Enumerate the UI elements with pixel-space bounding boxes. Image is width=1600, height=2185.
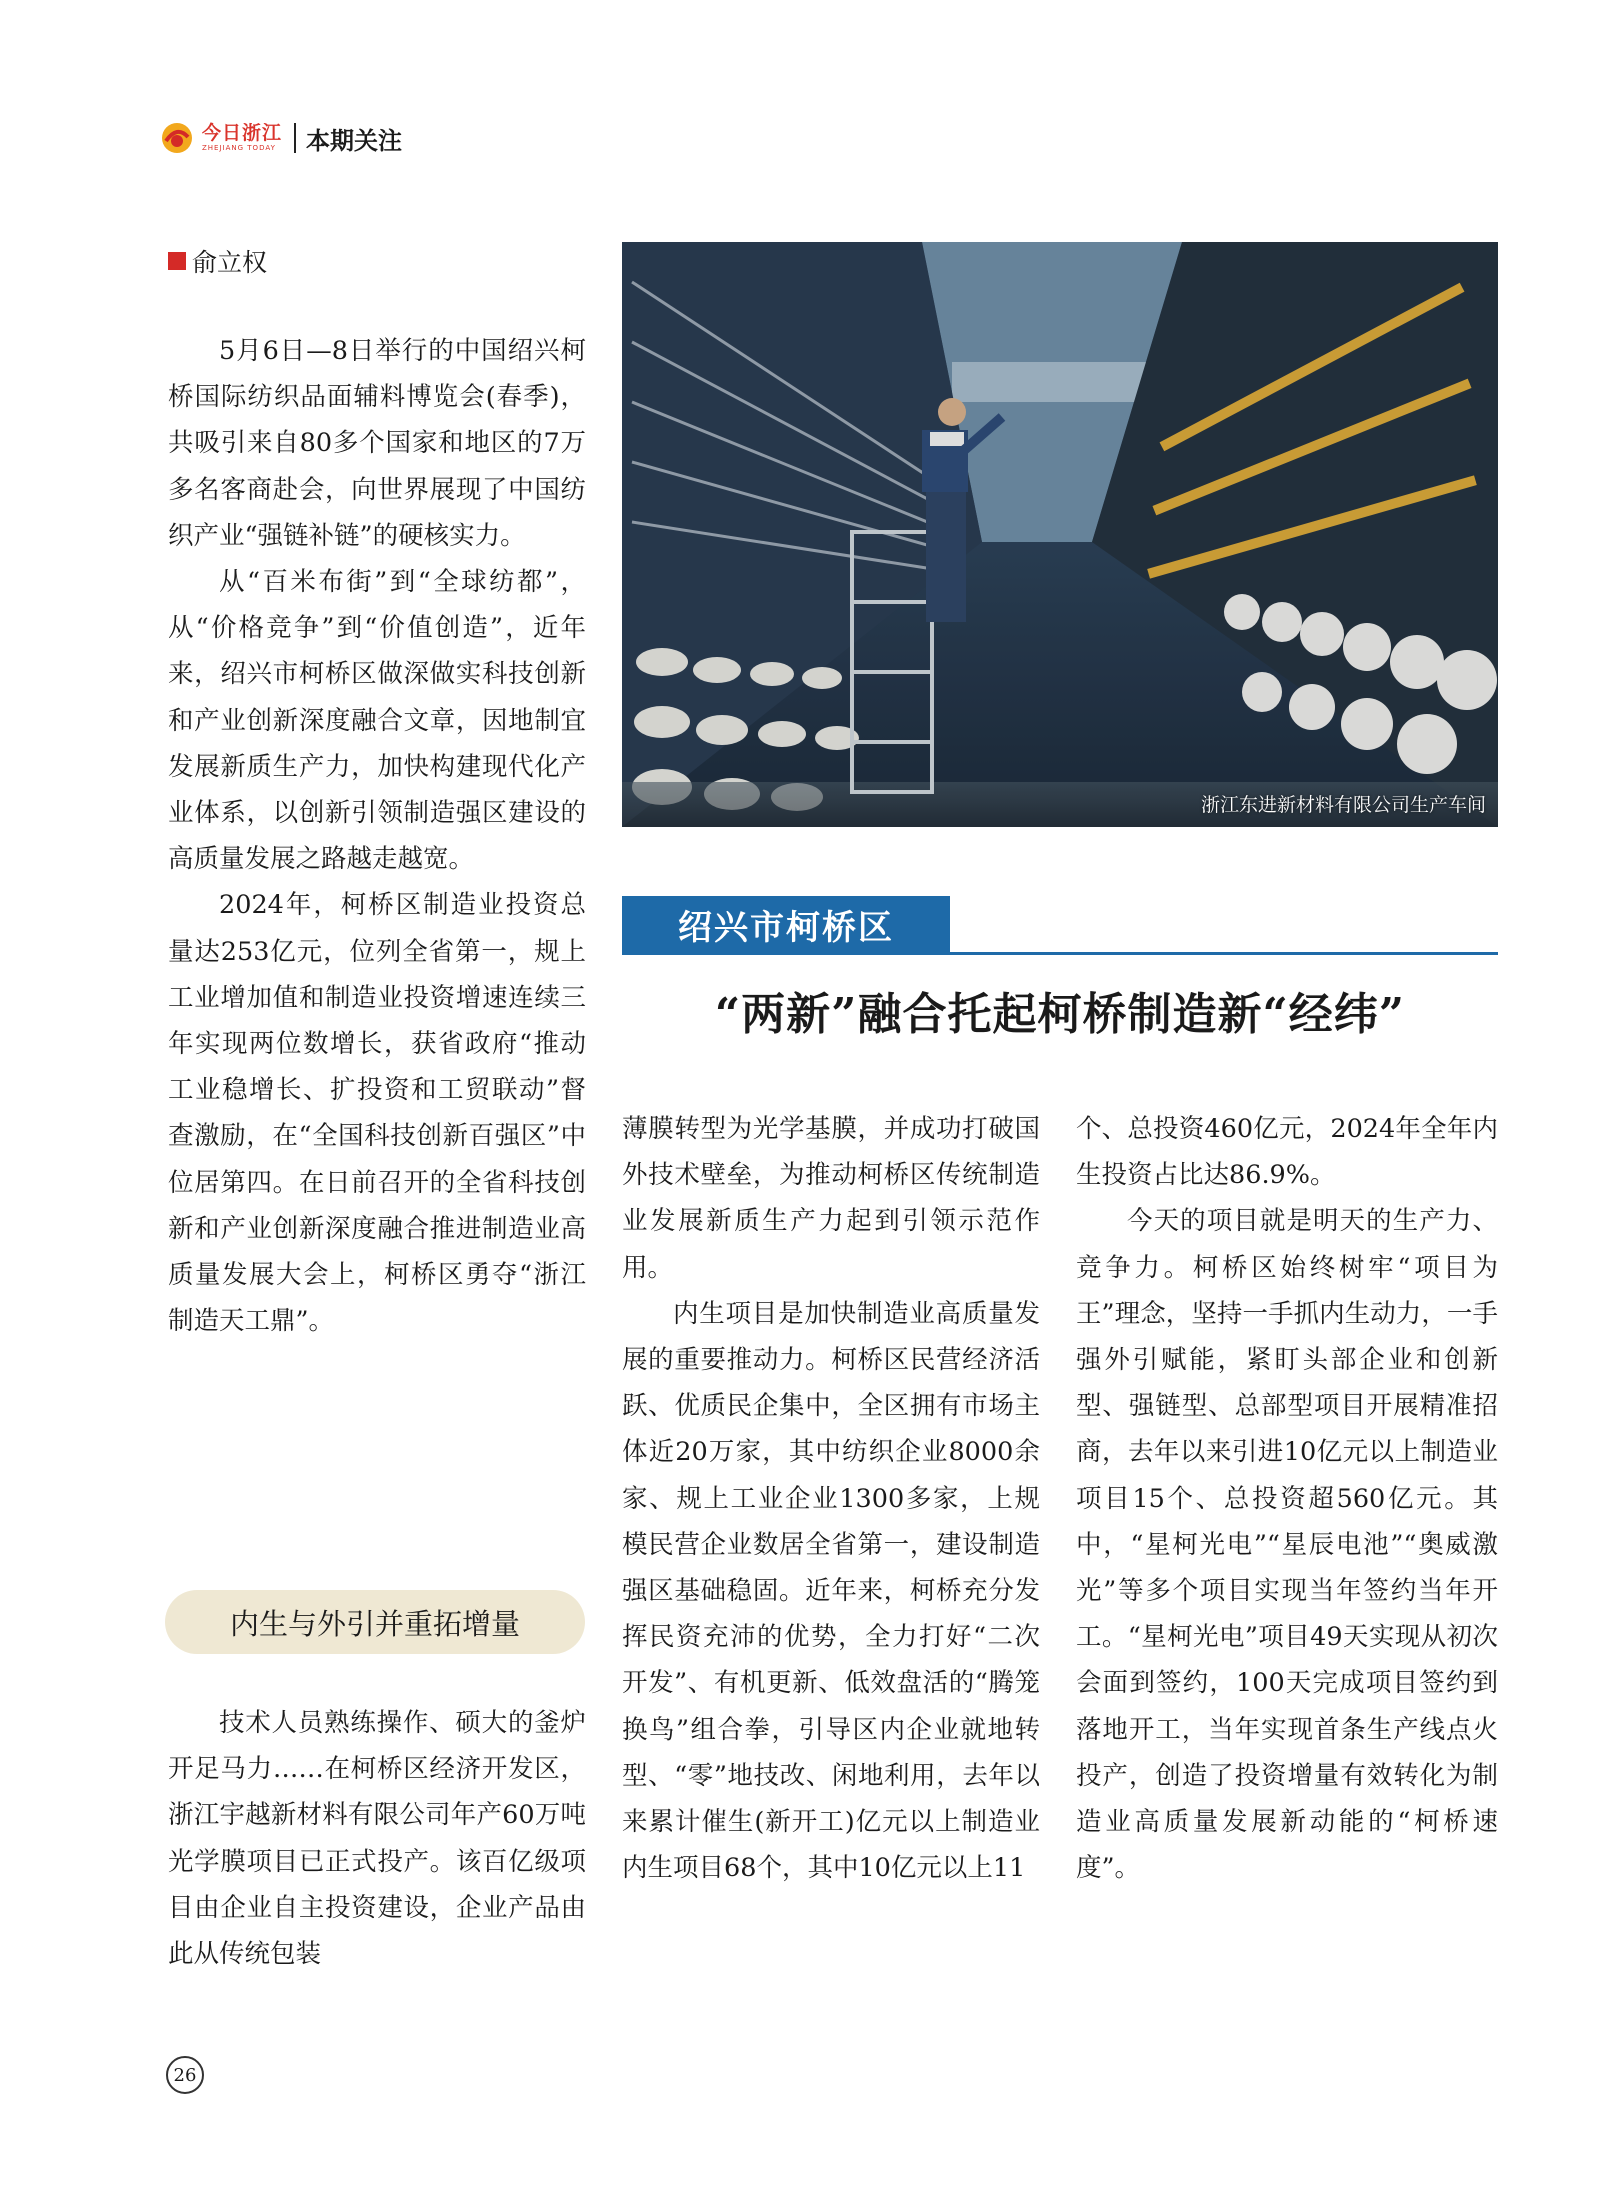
paragraph: 5月6日—8日举行的中国绍兴柯桥国际纺织品面辅料博览会(春季)，共吸引来自80多个国家和地区的7万多名客商赴会，向世界展现了中国纺织产业“强链补链”的硬核实力。	[168, 336, 586, 551]
paragraph: 从“百米布街”到“全球纺都”，从“价格竞争”到“价值创造”，近年来，绍兴市柯桥区做深做实科技创新和产业创新深度融合文章，因地制宜发展新质生产力，加快构建现代化产业体系，以创新引领制造强区建设的高质量发展之路越走越宽。	[168, 567, 586, 875]
magazine-header	[160, 118, 402, 158]
author-marker-icon	[168, 252, 186, 270]
paragraph: 内生项目是加快制造业高质量发展的重要推动力。柯桥区民营经济活跃、优质民企集中，全区拥有市场主体近20万家，其中纺织企业8000余家、规上工业企业1300多家，上规模民营企业数居全省第一，建设制造强区基础稳固。近年来，柯桥充分发挥民资充沛的优势，全力打好“二次开发”、有机更新、低效盘活的“腾笼换鸟”组合拳，引导区内企业就地转型、“零”地技改、闲地利用，去年以来累计催生(新开工)亿元以上制造业内生项目68个，其中10亿元以上11	[622, 1298, 1040, 1884]
paragraph: 技术人员熟练操作、硕大的釜炉开足马力……在柯桥区经济开发区，浙江宇越新材料有限公司年产60万吨光学膜项目已正式投产。该百亿级项目由企业自主投资建设，企业产品由此从传统包装	[168, 1708, 586, 1970]
banner-rule	[622, 952, 1498, 955]
article-column-3	[1076, 1106, 1498, 1891]
article-title: “两新”融合托起柯桥制造新“经纬”	[714, 989, 1406, 1040]
author-byline	[168, 243, 267, 279]
article-column-1	[168, 328, 586, 1344]
paragraph: 薄膜转型为光学基膜，并成功打破国外技术壁垒，为推动柯桥区传统制造业发展新质生产力起到引领示范作用。	[622, 1114, 1040, 1283]
paragraph: 今天的项目就是明天的生产力、竞争力。柯桥区始终树牢“项目为王”理念，坚持一手抓内生动力，一手强外引赋能，紧盯头部企业和创新型、强链型、总部型项目开展精准招商，去年以来引进10亿元以上制造业项目15个、总投资超560亿元。其中，“星柯光电”“星辰电池”“奥威激光”等多个项目实现当年签约当年开工。“星柯光电”项目49天实现从初次会面到签约，100天完成项目签约到落地开工，当年实现首条生产线点火投产，创造了投资增量有效转化为制造业高质量发展新动能的“柯桥速度”。	[1076, 1206, 1498, 1884]
logo-text	[202, 124, 282, 152]
logo-english: ZHEJIANG TODAY	[202, 144, 276, 152]
logo-chinese: 今日浙江	[202, 122, 283, 144]
factory-photo	[622, 242, 1498, 827]
paragraph: 2024年，柯桥区制造业投资总量达253亿元，位列全省第一，规上工业增加值和制造业投资增速连续三年实现两位数增长，获省政府“推动工业稳增长、扩投资和工贸联动”督查激励，在“全国科技创新百强区”中位居第四。在日前召开的全省科技创新和产业创新深度融合推进制造业高质量发展大会上，柯桥区勇夺“浙江制造天工鼎”。	[168, 890, 586, 1337]
factory-photo-image	[622, 242, 1498, 827]
header-divider	[294, 123, 296, 153]
magazine-logo-icon	[160, 121, 194, 155]
photo-caption: 浙江东进新材料有限公司生产车间	[1200, 794, 1486, 816]
region-banner: 绍兴市柯桥区	[622, 896, 950, 952]
paragraph: 个、总投资460亿元，2024年全年内生投资占比达86.9%。	[1076, 1114, 1498, 1191]
page-number: 26	[166, 2056, 204, 2094]
article-column-2	[622, 1106, 1040, 1891]
article-column-1-lower	[168, 1700, 586, 1977]
author-name: 俞立权	[192, 248, 268, 277]
section-label: 本期关注	[306, 126, 403, 155]
subheading: 内生与外引并重拓增量	[165, 1590, 585, 1654]
